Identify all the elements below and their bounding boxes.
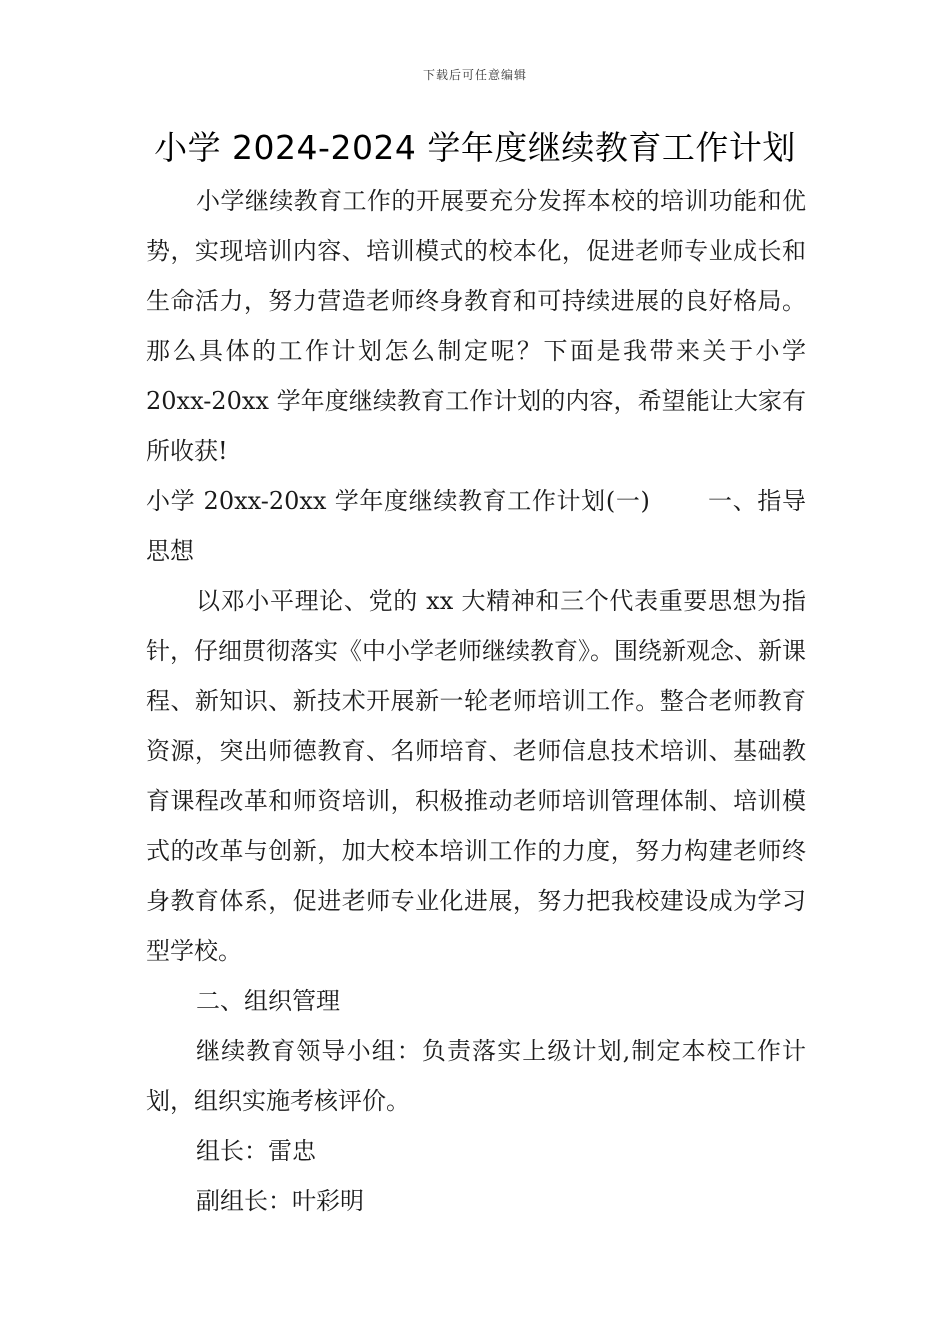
paragraph-group-leader: 组长：雷忠 (196, 1137, 316, 1165)
document-body (146, 176, 806, 1226)
paragraph-organization-heading: 二、组织管理 (196, 987, 340, 1015)
paragraph-deputy-leader: 副组长：叶彩明 (196, 1187, 364, 1215)
document-title: 小学 2024-2024 学年度继续教育工作计划 (154, 128, 796, 167)
paragraph-guiding-thought: 以邓小平理论、党的 xx 大精神和三个代表重要思想为指针，仔细贯彻落实《中小学老师继续教育》。围绕新观念、新课程、新知识、新技术开展新一轮老师培训工作。整合老师教育资源，突出师德教育、名师培育、老师信息技术培训、基础教育课程改革和师资培训，积极推动老师培训管理体制、培训模式的改革与创新，加大校本培训工作的力度，努力构建老师终身教育体系，促进老师专业化进展，努力把我校建设成为学习型学校。 (146, 587, 806, 965)
paragraph-section-heading: 小学 20xx-20xx 学年度继续教育工作计划(一) 一、指导思想 (146, 487, 806, 565)
header-note: 下载后可任意编辑 (422, 68, 527, 82)
paragraph-leadership-group: 继续教育领导小组：负责落实上级计划,制定本校工作计划，组织实施考核评价。 (146, 1037, 806, 1115)
paragraph-intro: 小学继续教育工作的开展要充分发挥本校的培训功能和优势，实现培训内容、培训模式的校本化，促进老师专业成长和生命活力，努力营造老师终身教育和可持续进展的良好格局。那么具体的工作计划怎么制定呢？下面是我带来关于小学 20xx-20xx 学年度继续教育工作计划的内容，希望能让大家有所收获! (146, 187, 806, 465)
